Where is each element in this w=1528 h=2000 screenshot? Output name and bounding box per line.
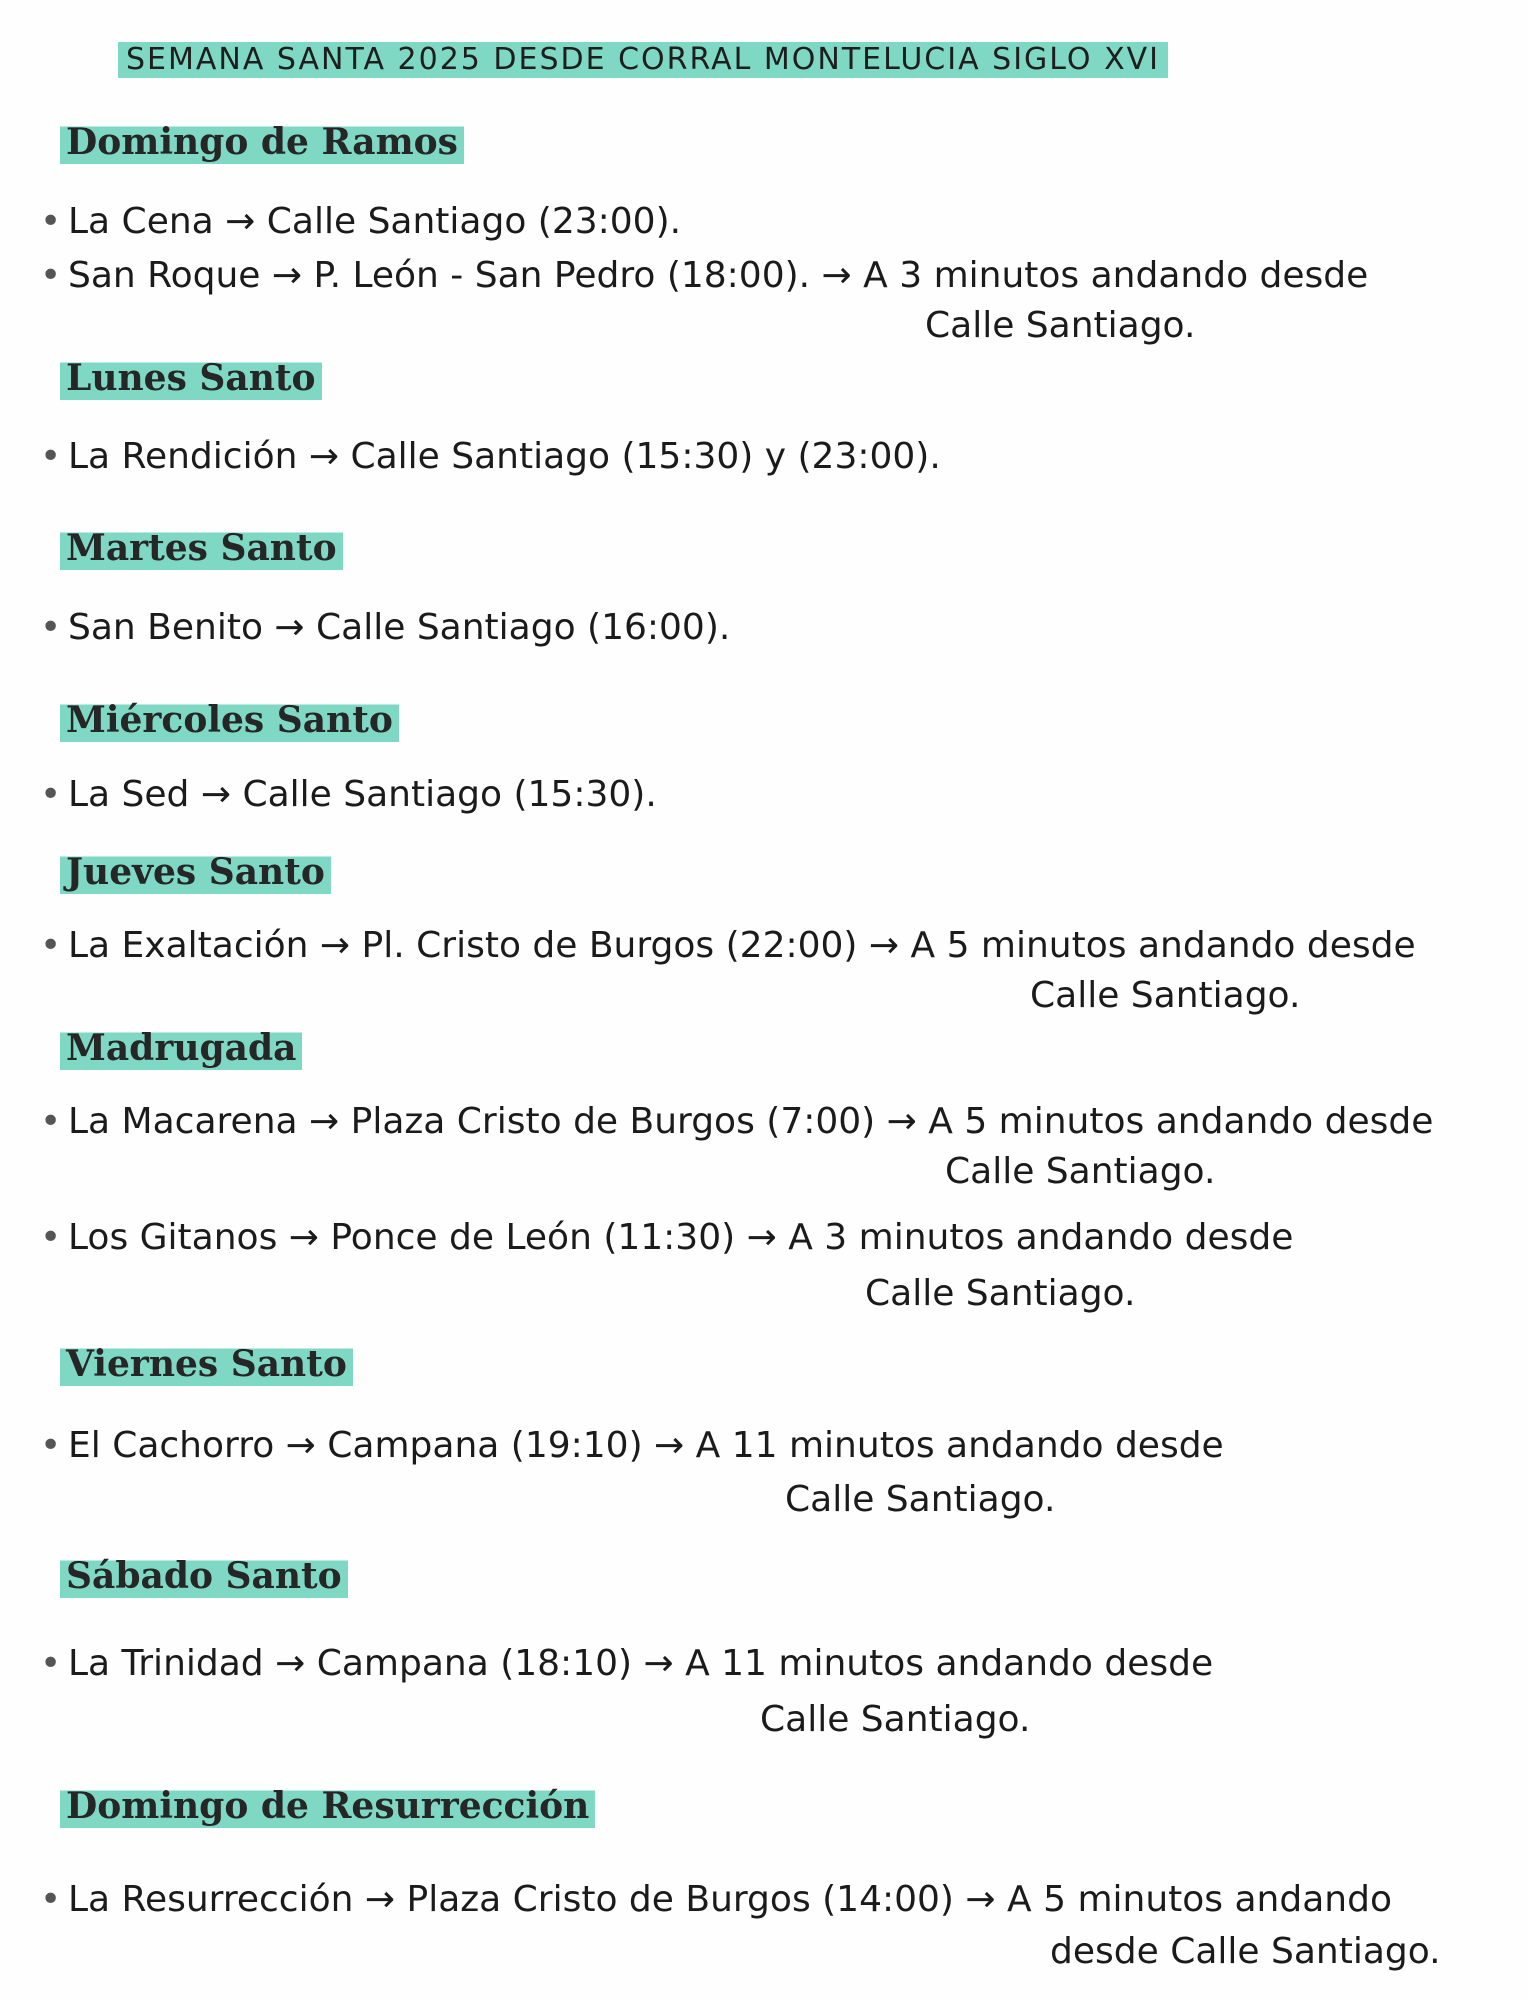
day-heading-miercoles-santo: Miércoles Santo: [60, 696, 399, 742]
entry-continuation: Calle Santiago.: [945, 1151, 1216, 1192]
day-heading-jueves-santo: Jueves Santo: [60, 848, 331, 894]
entry-continuation: Calle Santiago.: [925, 305, 1196, 346]
day-heading-domingo-de-ramos: Domingo de Ramos: [60, 118, 464, 164]
bullet-icon: •: [40, 255, 62, 296]
entry-continuation: Calle Santiago.: [760, 1699, 1031, 1740]
entry-text: La Macarena → Plaza Cristo de Burgos (7:00) → A 5 minutos andando desde: [68, 1101, 1434, 1142]
procession-entry-el-cachorro: [40, 1422, 1500, 1520]
day-heading-sabado-santo: Sábado Santo: [60, 1552, 348, 1598]
bullet-icon: •: [40, 1425, 62, 1466]
bullet-icon: •: [40, 1101, 62, 1142]
procession-entry-los-gitanos: [40, 1214, 1500, 1314]
day-heading-viernes-santo: Viernes Santo: [60, 1340, 353, 1386]
entry-text: La Resurrección → Plaza Cristo de Burgos (14:00) → A 5 minutos andando: [68, 1879, 1392, 1920]
procession-entry-la-trinidad: [40, 1640, 1500, 1740]
day-heading-lunes-santo: Lunes Santo: [60, 354, 322, 400]
bullet-icon: •: [40, 925, 62, 966]
procession-entry-la-macarena: [40, 1098, 1500, 1192]
entry-text: La Sed → Calle Santiago (15:30).: [68, 774, 657, 815]
entry-continuation: Calle Santiago.: [785, 1479, 1056, 1520]
bullet-icon: •: [40, 201, 62, 242]
bullet-icon: •: [40, 1643, 62, 1684]
entry-continuation: desde Calle Santiago.: [1050, 1931, 1441, 1972]
entry-text: La Rendición → Calle Santiago (15:30) y (23:00).: [68, 436, 941, 477]
bullet-icon: •: [40, 436, 62, 477]
bullet-icon: •: [40, 1879, 62, 1920]
procession-entry-san-roque: [40, 252, 1500, 346]
page-title: SEMANA SANTA 2025 DESDE CORRAL MONTELUCIA SIGLO XVI: [118, 42, 1168, 78]
bullet-icon: •: [40, 607, 62, 648]
entry-text: Los Gitanos → Ponce de León (11:30) → A 3 minutos andando desde: [68, 1217, 1294, 1258]
entry-text: La Cena → Calle Santiago (23:00).: [68, 201, 682, 242]
entry-text: El Cachorro → Campana (19:10) → A 11 minutos andando desde: [68, 1425, 1224, 1466]
procession-entry-la-sed: [40, 771, 1500, 819]
bullet-icon: •: [40, 774, 62, 815]
entry-text: San Benito → Calle Santiago (16:00).: [68, 607, 731, 648]
day-heading-madrugada: Madrugada: [60, 1024, 302, 1070]
procession-entry-la-cena: [40, 198, 1500, 246]
entry-text: La Trinidad → Campana (18:10) → A 11 minutos andando desde: [68, 1643, 1214, 1684]
procession-entry-la-resurreccion: [40, 1876, 1500, 1972]
entry-continuation: Calle Santiago.: [1030, 975, 1301, 1016]
bullet-icon: •: [40, 1217, 62, 1258]
day-heading-martes-santo: Martes Santo: [60, 524, 343, 570]
procession-entry-la-exaltacion: [40, 922, 1500, 1016]
day-heading-domingo-de-resurreccion: Domingo de Resurrección: [60, 1782, 595, 1828]
entry-text: San Roque → P. León - San Pedro (18:00). → A 3 minutos andando desde: [68, 255, 1369, 296]
procession-entry-san-benito: [40, 604, 1500, 652]
entry-text: La Exaltación → Pl. Cristo de Burgos (22:00) → A 5 minutos andando desde: [68, 925, 1416, 966]
entry-continuation: Calle Santiago.: [865, 1273, 1136, 1314]
procession-entry-la-rendicion: [40, 433, 1500, 481]
